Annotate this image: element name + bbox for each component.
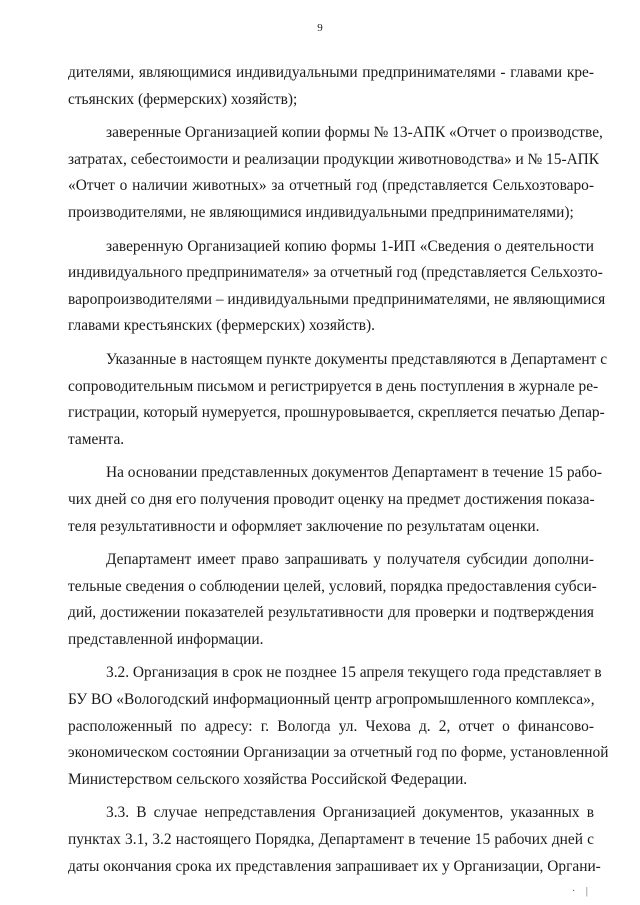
text-line: 3.2. Организация в срок не позднее 15 апреля текущего года представляет в: [106, 664, 602, 682]
text-line: Министерством сельского хозяйства Российской Федерации.: [68, 770, 468, 788]
text-line: На основании представленных документов Департамент в течение 15 рабо-: [106, 464, 603, 482]
text-line: расположенный по адресу: г. Вологда ул. Чехова д. 2, отчет о финансово-: [68, 717, 594, 735]
paragraph-7: [68, 660, 609, 793]
paragraph-6: [68, 547, 597, 653]
paragraph-2: [68, 120, 603, 226]
scan-corner-mark: · |: [572, 886, 592, 897]
text-line: Департамент имеет право запрашивать у получателя субсидии дополни-: [106, 551, 594, 569]
text-line: тельные сведения о соблюдении целей, условий, порядка предоставления субси-: [68, 577, 597, 595]
paragraph-4: [68, 347, 608, 453]
text-line: индивидуального предпринимателя» за отчетный год (представляется Сельхозто-: [68, 264, 603, 282]
text-line: экономическом состоянии Организации за отчетный год по форме, установленной: [68, 744, 609, 762]
text-line: БУ ВО «Вологодский информационный центр агропромышленного комплекса»,: [68, 691, 595, 709]
text-line: сопроводительным письмом и регистрируется в день поступления в журнале ре-: [68, 377, 599, 395]
text-line: дий, достижении показателей результативности для проверки и подтверждения: [68, 604, 594, 622]
text-line: заверенную Организацией копию формы 1-ИП «Сведения о деятельности: [106, 237, 594, 255]
text-line: Указанные в настоящем пункте документы представляются в Департамент с: [106, 350, 608, 368]
text-line: «Отчет о наличии животных» за отчетный год (представляется Сельхозтоваро-: [68, 177, 594, 195]
paragraph-8: [68, 800, 601, 880]
text-line: чих дней со дня его получения проводит оценку на предмет достижения показа-: [68, 490, 595, 508]
text-line: главами крестьянских (фермерских) хозяйств).: [68, 317, 375, 335]
text-line: стьянских (фермерских) хозяйств);: [68, 90, 298, 108]
text-line: 3.3. В случае непредставления Организацией документов, указанных в: [106, 804, 594, 822]
text-line: дителями, являющимися индивидуальными предпринимателями - главами кре-: [68, 64, 594, 81]
text-line: представленной информации.: [68, 630, 264, 648]
paragraph-3: [68, 234, 606, 340]
paragraph-5: [68, 460, 603, 540]
paragraph-1: [68, 60, 594, 113]
page-number: 9: [317, 22, 323, 34]
text-line: теля результативности и оформляет заключение по результатам оценки.: [68, 517, 540, 535]
text-line: затратах, себестоимости и реализации продукции животноводства» и № 15-АПК: [68, 150, 600, 168]
text-line: варопроизводителями – индивидуальными предпринимателями, не являющимися: [68, 290, 606, 308]
text-line: пунктах 3.1, 3.2 настоящего Порядка, Департамент в течение 15 рабочих дней с: [68, 831, 594, 849]
text-line: даты окончания срока их представления запрашивает их у Организации, Органи-: [68, 857, 601, 875]
text-line: производителями, не являющимися индивидуальными предпринимателями);: [68, 203, 574, 221]
document-body: [68, 60, 609, 887]
text-line: тамента.: [68, 430, 125, 448]
text-line: заверенные Организацией копии формы № 13-АПК «Отчет о производстве,: [106, 124, 603, 142]
text-line: гистрации, который нумеруется, прошнуровывается, скрепляется печатью Депар-: [68, 404, 605, 422]
